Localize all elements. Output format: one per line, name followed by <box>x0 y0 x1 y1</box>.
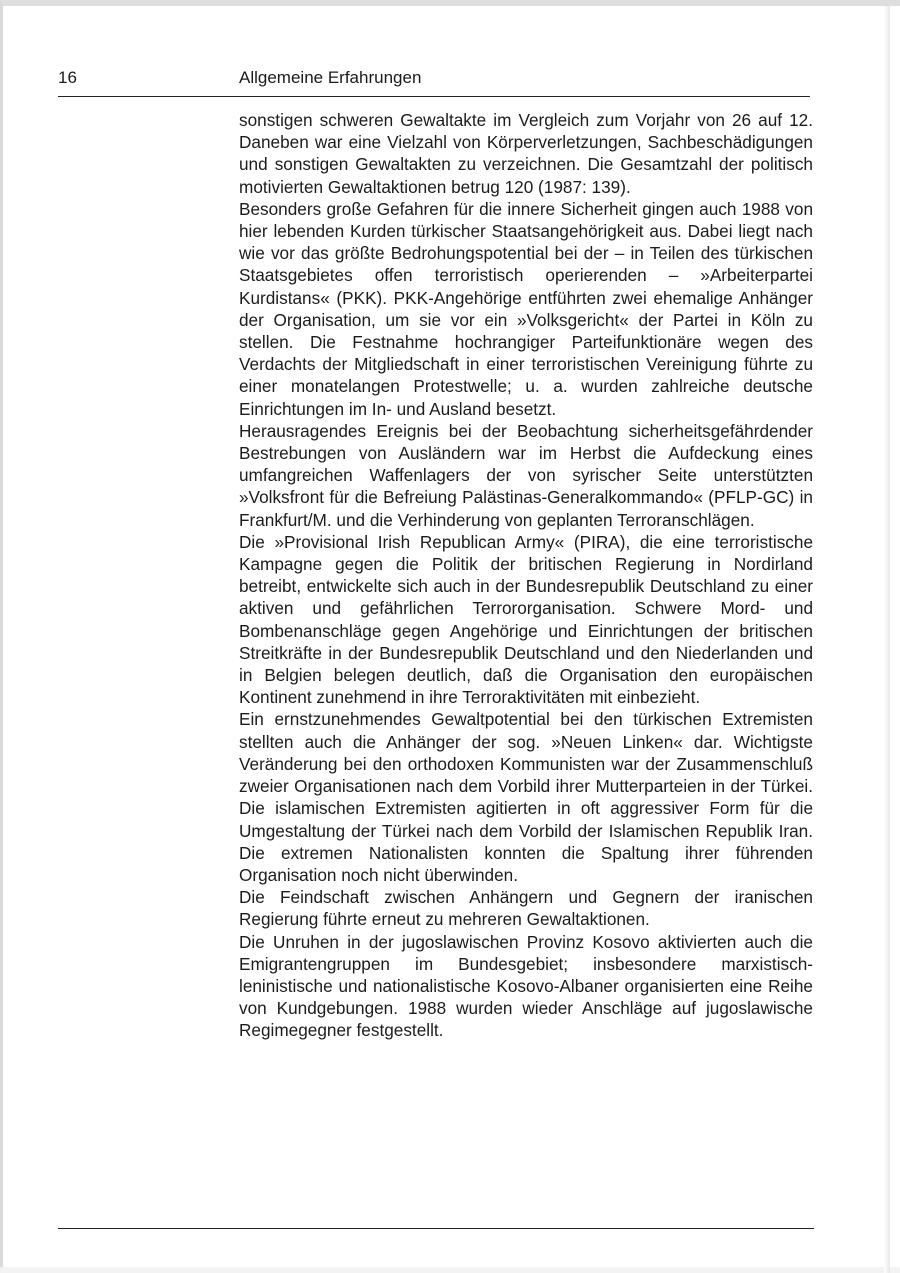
paragraph: Herausragendes Ereignis bei der Beobachtung sicherheitsgefährdender Bestrebungen von Ausländern war im Herbst die Aufdeckung eines umfangreichen Waffenlagers der von syrischer Seite unterstützten »Volksfront für die Befreiung Palästinas-Generalkommando« (PFLP-GC) in Frankfurt/M. und die Verhinderung von geplanten Terroranschlägen. <box>239 420 813 530</box>
page-number: 16 <box>58 68 77 87</box>
page-edge-shadow <box>884 6 890 1273</box>
paragraph: sonstigen schweren Gewaltakte im Vergleich zum Vorjahr von 26 auf 12. Daneben war eine Vielzahl von Körperverletzungen, Sachbeschädigungen und sonstigen Gewaltakten zu verzeichnen. Die Gesamtzahl der politisch motivierten Gewaltaktionen betrug 120 (1987: 139). <box>239 110 813 197</box>
paragraph: Besonders große Gefahren für die innere Sicherheit gingen auch 1988 von hier lebenden Kurden türkischer Staatsangehörigkeit aus. Dabei liegt nach wie vor das größte Bedrohungspotential bei der – in Teilen des türkischen Staatsgebietes offen terroristisch operierenden – »Arbeiterpartei Kurdistans« (PKK). PKK-Angehörige entführten zwei ehemalige Anhänger der Organisation, um sie vor ein »Volksgericht« der Partei in Köln zu stellen. Die Festnahme hochrangiger Parteifunktionäre wegen des Verdachts der Mitgliedschaft in einer terroristischen Vereinigung führte zu einer monatelangen Protestwelle; u. a. wurden zahlreiche deutsche Einrichtungen im In- und Ausland besetzt. <box>239 198 813 419</box>
paragraph: Die »Provisional Irish Republican Army« (PIRA), die eine terroristische Kampagne gegen die Politik der britischen Regierung in Nordirland betreibt, entwickelte sich auch in der Bundesrepublik Deutschland zu einer aktiven und gefährlichen Terrororganisation. Schwere Mord- und Bombenanschläge gegen Angehörige und Einrichtungen der britischen Streitkräfte in der Bundesrepublik Deutschland und den Niederlanden und in Belgien belegen deutlich, daß die Organisation den europäischen Kontinent zunehmend in ihre Terroraktivitäten mit einbezieht. <box>239 531 813 708</box>
footer-rule <box>58 1228 814 1229</box>
header-rule <box>58 96 810 97</box>
running-head: Allgemeine Erfahrungen <box>239 68 422 87</box>
body-text <box>239 109 813 1042</box>
paragraph: Die Unruhen in der jugoslawischen Provinz Kosovo aktivierten auch die Emigrantengruppen im Bundesgebiet; insbesondere marxistisch-leninistische und nationalistische Kosovo-Albaner organisierten eine Reihe von Kundgebungen. 1988 wurden wieder Anschläge auf jugoslawische Regimegegner festgestellt. <box>239 931 813 1041</box>
paragraph: Die Feindschaft zwischen Anhängern und Gegnern der iranischen Regierung führte erneut zu mehreren Gewaltaktionen. <box>239 887 813 930</box>
paragraph: Ein ernstzunehmendes Gewaltpotential bei den türkischen Extremisten stellten auch die Anhänger der sog. »Neuen Linken« dar. Wichtigste Veränderung bei den orthodoxen Kommunisten war der Zusammenschluß zweier Organisationen nach dem Vorbild ihrer Mutterparteien in der Türkei. Die islamischen Extremisten agitierten in oft aggressiver Form für die Umgestaltung der Türkei nach dem Vorbild der Islamischen Republik Iran. Die extremen Nationalisten konnten die Spaltung ihrer führenden Organisation noch nicht überwinden. <box>239 709 813 885</box>
